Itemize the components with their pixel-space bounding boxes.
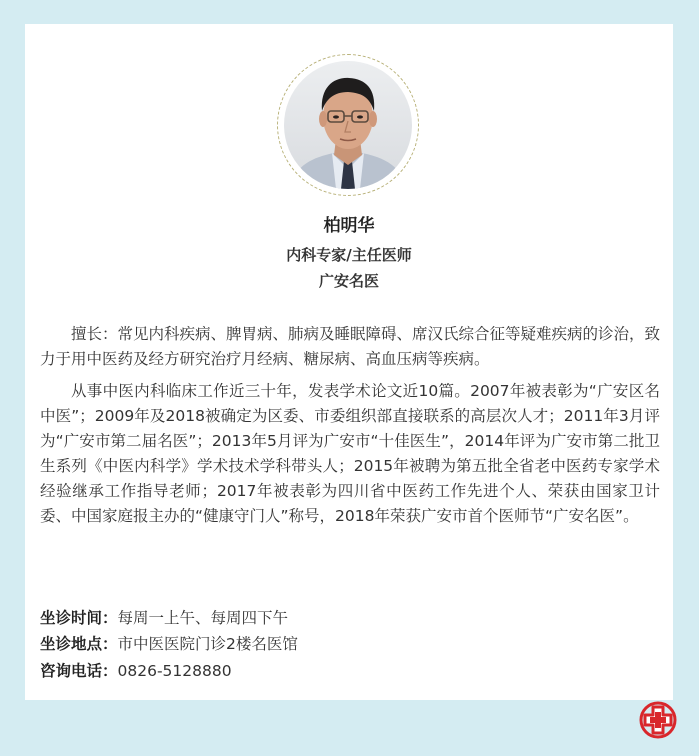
specialty-paragraph: 擅长：常见内科疾病、脾胃病、肺病及睡眠障碍、席汉氏综合征等疑难疾病的诊治，致力于用中医药及经方研究治疗月经病、糖尿病、高血压病等疾病。: [40, 325, 661, 368]
location-row: [40, 631, 298, 657]
phone-label: 咨询电话：: [40, 662, 118, 680]
phone-row: [40, 658, 232, 684]
location-label: 坐诊地点：: [40, 635, 118, 653]
doctor-title: 内科专家/主任医师: [286, 246, 412, 264]
schedule-value: 每周一上午、每周四下午: [117, 609, 289, 627]
doctor-card: [25, 24, 673, 700]
doctor-name: 柏明华: [323, 216, 375, 236]
schedule-label: 坐诊时间：: [40, 609, 118, 627]
career-paragraph: 从事中医内科临床工作近三十年，发表学术论文近10篇。2007年被表彰为“广安区名中医”；2009年及2018被确定为区委、市委组织部直接联系的高层次人才；2011年3月评为“广安市第二届名医”；2013年5月评为广安市“十佳医生”，2014年评为广安市第二批卫生系列《中医内科学》学术技术学科带头人；2015年被聘为第五批全省老中医药专家学术经验继承工作指导老师；2017年被表彰为四川省中医药工作先进个人、荣获由国家卫计委、中国家庭报主办的“健康守门人”称号，2018年荣获广安市首个医师节“广安名医”。: [40, 382, 660, 525]
doctor-portrait: [284, 61, 412, 189]
location-value: 市中医医院门诊2楼名医馆: [117, 635, 298, 653]
portrait-frame: [277, 54, 419, 196]
schedule-row: [40, 605, 288, 631]
doctor-honor: 广安名医: [318, 272, 379, 290]
phone-value: 0826-5128880: [117, 662, 232, 680]
hospital-logo-icon: [638, 700, 678, 740]
